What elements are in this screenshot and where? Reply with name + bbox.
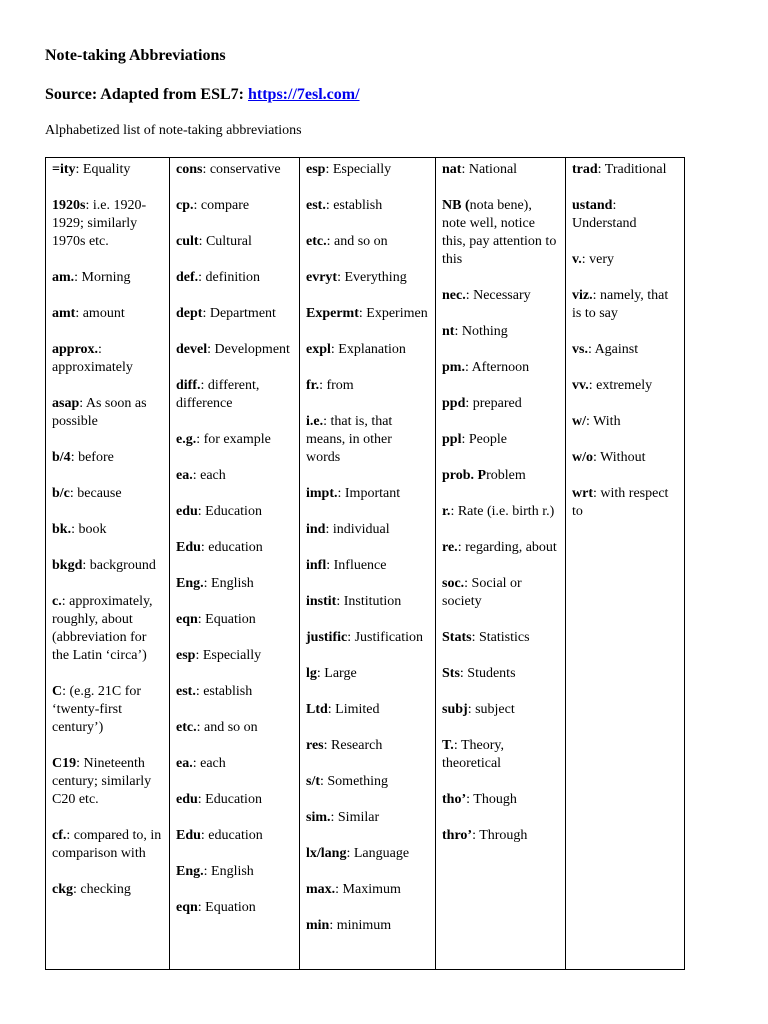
abbreviation-entry xyxy=(442,701,559,719)
abbreviation-entry xyxy=(176,755,293,773)
abbreviation-entry xyxy=(52,593,163,665)
abbreviation-definition: : English xyxy=(203,576,254,591)
abbreviation-entry xyxy=(52,269,163,287)
abbreviation-entry xyxy=(176,611,293,629)
abbreviation-term: NB ( xyxy=(442,198,470,213)
abbreviation-definition: : education xyxy=(200,828,263,843)
abbreviation-term: bk. xyxy=(52,522,72,537)
abbreviation-term: nec. xyxy=(442,288,466,303)
abbreviation-definition: : Cultural xyxy=(198,234,252,249)
abbreviation-term: e.g. xyxy=(176,432,197,447)
abbreviation-entry xyxy=(52,683,163,737)
abbreviation-term: Edu xyxy=(176,540,201,555)
abbreviation-term: etc. xyxy=(306,234,327,249)
abbreviation-entry xyxy=(572,197,678,233)
source-link[interactable]: https://7esl.com/ xyxy=(247,86,360,103)
abbreviation-term: vs. xyxy=(572,342,588,357)
abbreviation-term: amt xyxy=(52,306,76,321)
abbreviation-entry xyxy=(176,575,293,593)
abbreviation-entry xyxy=(176,647,293,665)
abbreviation-term: edu xyxy=(176,504,198,519)
abbreviation-term: bkgd xyxy=(52,558,83,573)
abbreviation-definition: : Limited xyxy=(327,702,380,717)
abbreviation-definition: : i.e. 1920-1929; similarly 1970s etc. xyxy=(52,198,147,249)
abbreviation-entry xyxy=(442,395,559,413)
abbreviation-definition: : because xyxy=(69,486,122,501)
abbreviation-definition: : (e.g. 21C for ‘twenty-first century’) xyxy=(52,684,142,735)
abbreviation-term: dept xyxy=(176,306,203,321)
abbreviation-term: Stats xyxy=(442,630,472,645)
abbreviation-definition: : establish xyxy=(195,684,253,699)
abbreviation-term: vv. xyxy=(572,378,589,393)
abbreviation-definition: : Theory, theoretical xyxy=(442,738,504,771)
abbreviation-definition: : Equality xyxy=(75,162,131,177)
abbreviation-term: i.e. xyxy=(306,414,324,429)
abbreviation-entry xyxy=(52,395,163,431)
abbreviation-entry xyxy=(52,341,163,377)
abbreviation-entry xyxy=(176,719,293,737)
abbreviation-entry xyxy=(442,827,559,845)
abbreviation-entry xyxy=(306,233,429,251)
source-line xyxy=(45,86,360,104)
abbreviation-entry xyxy=(52,557,163,575)
abbreviation-definition: : National xyxy=(461,162,518,177)
abbreviation-definition: : Equation xyxy=(197,900,256,915)
abbreviation-entry xyxy=(306,197,429,215)
abbreviation-definition: : very xyxy=(581,252,614,267)
abbreviation-term: nat xyxy=(442,162,462,177)
abbreviation-term: soc. xyxy=(442,576,465,591)
abbreviation-definition: : and so on xyxy=(196,720,258,735)
table-column xyxy=(300,158,436,970)
abbreviation-definition: : prepared xyxy=(465,396,522,411)
abbreviation-definition: : Especially xyxy=(325,162,392,177)
abbreviation-entry xyxy=(442,359,559,377)
abbreviation-definition: : each xyxy=(192,468,226,483)
abbreviation-entry xyxy=(176,197,293,215)
abbreviation-definition: : namely, that is to say xyxy=(572,288,669,321)
abbreviation-entry xyxy=(572,485,678,521)
abbreviation-entry xyxy=(572,287,678,323)
abbreviation-term: est. xyxy=(176,684,196,699)
abbreviation-term: ppd xyxy=(442,396,466,411)
abbreviation-definition: : Justification xyxy=(347,630,424,645)
abbreviation-definition: : Education xyxy=(197,504,262,519)
abbreviation-term: ppl xyxy=(442,432,462,447)
abbreviation-term: T. xyxy=(442,738,454,753)
abbreviation-entry xyxy=(442,575,559,611)
abbreviation-term: ustand xyxy=(572,198,613,213)
abbreviation-definition: : for example xyxy=(196,432,271,447)
abbreviation-term: ea. xyxy=(176,756,193,771)
abbreviation-entry xyxy=(442,629,559,647)
abbreviation-term: cf. xyxy=(52,828,67,843)
abbreviation-entry xyxy=(306,809,429,827)
abbreviation-entry xyxy=(52,197,163,251)
abbreviation-entry xyxy=(176,827,293,845)
abbreviation-entry xyxy=(176,233,293,251)
abbreviation-term: Expermt xyxy=(306,306,359,321)
abbreviation-entry xyxy=(306,701,429,719)
abbreviation-definition: : approximately, roughly, about (abbreviation for the Latin ‘circa’) xyxy=(52,594,153,663)
abbreviation-term: eqn xyxy=(176,900,198,915)
abbreviation-term: subj xyxy=(442,702,468,717)
abbreviation-entry xyxy=(52,827,163,863)
abbreviation-term: instit xyxy=(306,594,337,609)
abbreviation-entry xyxy=(306,629,429,647)
abbreviation-entry xyxy=(176,863,293,881)
abbreviation-term: diff. xyxy=(176,378,201,393)
abbreviation-definition: : compare xyxy=(193,198,250,213)
abbreviation-entry xyxy=(306,521,429,539)
abbreviation-term: impt. xyxy=(306,486,338,501)
abbreviation-term: approx. xyxy=(52,342,99,357)
abbreviation-definition: : Department xyxy=(202,306,276,321)
abbreviation-definition: : amount xyxy=(75,306,125,321)
abbreviation-definition: : Morning xyxy=(74,270,131,285)
abbreviation-definition: : Explanation xyxy=(330,342,406,357)
abbreviation-term: max. xyxy=(306,882,336,897)
abbreviation-entry xyxy=(442,503,559,521)
abbreviation-term: ind xyxy=(306,522,326,537)
intro-text: Alphabetized list of note-taking abbreviations xyxy=(45,123,302,138)
abbreviation-definition: : and so on xyxy=(326,234,388,249)
abbreviation-entry xyxy=(572,161,678,179)
abbreviation-entry xyxy=(306,557,429,575)
abbreviation-entry xyxy=(52,449,163,467)
abbreviation-definition: : definition xyxy=(198,270,260,285)
abbreviation-definition: : subject xyxy=(467,702,515,717)
abbreviation-definition: : that is, that means, in other words xyxy=(306,414,393,465)
abbreviation-entry xyxy=(306,305,429,323)
table-column xyxy=(170,158,300,970)
abbreviation-definition: : Without xyxy=(593,450,646,465)
abbreviation-term: ea. xyxy=(176,468,193,483)
abbreviation-term: expl xyxy=(306,342,331,357)
abbreviation-definition: nota bene), note well, notice this, pay attention to this xyxy=(442,198,557,267)
abbreviation-definition: : compared to, in comparison with xyxy=(52,828,162,861)
abbreviation-definition: : Understand xyxy=(572,198,637,231)
abbreviation-entry xyxy=(442,665,559,683)
abbreviation-entry xyxy=(572,377,678,395)
abbreviation-entry xyxy=(176,341,293,359)
abbreviation-definition: : each xyxy=(192,756,226,771)
abbreviation-term: nt xyxy=(442,324,455,339)
abbreviation-term: Sts xyxy=(442,666,460,681)
abbreviation-definition: : Afternoon xyxy=(464,360,530,375)
abbreviation-term: est. xyxy=(306,198,326,213)
abbreviation-definition: : Important xyxy=(337,486,401,501)
abbreviation-entry xyxy=(306,665,429,683)
abbreviation-definition: : checking xyxy=(73,882,131,897)
abbreviation-term: w/ xyxy=(572,414,586,429)
abbreviation-entry xyxy=(306,413,429,467)
abbreviation-entry xyxy=(442,791,559,809)
abbreviation-definition: roblem xyxy=(486,468,526,483)
abbreviation-entry xyxy=(306,161,429,179)
abbreviation-term: min xyxy=(306,918,330,933)
abbreviation-term: c. xyxy=(52,594,62,609)
abbreviation-term: trad xyxy=(572,162,598,177)
abbreviation-term: C xyxy=(52,684,63,699)
abbreviation-entry xyxy=(52,305,163,323)
abbreviation-term: esp xyxy=(176,648,196,663)
abbreviation-entry xyxy=(176,269,293,287)
abbreviation-entry xyxy=(442,323,559,341)
abbreviation-term: ckg xyxy=(52,882,73,897)
abbreviation-term: cons xyxy=(176,162,203,177)
abbreviation-term: v. xyxy=(572,252,582,267)
abbreviation-term: edu xyxy=(176,792,198,807)
abbreviation-entry xyxy=(442,737,559,773)
abbreviation-definition: : Institution xyxy=(336,594,402,609)
abbreviation-entry xyxy=(306,377,429,395)
abbreviation-term: am. xyxy=(52,270,75,285)
abbreviation-term: Edu xyxy=(176,828,201,843)
abbreviation-definition: : before xyxy=(70,450,114,465)
abbreviation-definition: : Research xyxy=(323,738,383,753)
abbreviations-table xyxy=(45,157,685,970)
abbreviation-entry xyxy=(306,593,429,611)
abbreviation-entry xyxy=(306,269,429,287)
abbreviation-definition: : Experimen xyxy=(358,306,428,321)
abbreviation-entry xyxy=(442,161,559,179)
abbreviation-term: s/t xyxy=(306,774,320,789)
abbreviation-entry xyxy=(572,341,678,359)
abbreviation-definition: : Against xyxy=(587,342,639,357)
abbreviation-definition: : with respect to xyxy=(572,486,669,519)
abbreviation-definition: : book xyxy=(71,522,107,537)
abbreviation-term: cp. xyxy=(176,198,194,213)
abbreviation-definition: : Maximum xyxy=(335,882,401,897)
abbreviation-entry xyxy=(572,251,678,269)
abbreviation-definition: : Social or society xyxy=(442,576,522,609)
abbreviation-entry xyxy=(176,899,293,917)
abbreviation-term: esp xyxy=(306,162,326,177)
abbreviation-entry xyxy=(442,287,559,305)
abbreviation-entry xyxy=(176,503,293,521)
abbreviation-entry xyxy=(442,431,559,449)
abbreviation-term: Eng. xyxy=(176,864,204,879)
abbreviation-definition: : Especially xyxy=(195,648,262,663)
abbreviation-definition: : Something xyxy=(320,774,389,789)
abbreviation-definition: : As soon as possible xyxy=(52,396,147,429)
abbreviation-term: justific xyxy=(306,630,348,645)
abbreviation-definition: : regarding, about xyxy=(457,540,557,555)
abbreviation-term: viz. xyxy=(572,288,593,303)
abbreviation-entry xyxy=(306,341,429,359)
abbreviation-entry xyxy=(306,881,429,899)
abbreviation-term: w/o xyxy=(572,450,593,465)
abbreviation-term: =ity xyxy=(52,162,76,177)
abbreviation-entry xyxy=(442,197,559,269)
abbreviation-definition: : education xyxy=(200,540,263,555)
abbreviation-definition: : Everything xyxy=(337,270,407,285)
abbreviation-term: prob. P xyxy=(442,468,487,483)
abbreviation-definition: : Students xyxy=(459,666,516,681)
abbreviation-entry xyxy=(306,917,429,935)
table-column xyxy=(566,158,685,970)
abbreviation-definition: : Similar xyxy=(330,810,380,825)
abbreviation-entry xyxy=(176,467,293,485)
abbreviation-term: thro’ xyxy=(442,828,473,843)
abbreviation-entry xyxy=(176,305,293,323)
abbreviation-entry xyxy=(176,431,293,449)
abbreviation-definition: : different, difference xyxy=(176,378,260,411)
table-row xyxy=(46,158,685,970)
abbreviation-entry xyxy=(306,737,429,755)
abbreviation-definition: : minimum xyxy=(329,918,392,933)
abbreviation-entry xyxy=(52,161,163,179)
abbreviation-definition: : Influence xyxy=(326,558,387,573)
abbreviation-term: 1920s xyxy=(52,198,86,213)
abbreviation-definition: : Nineteenth century; similarly C20 etc. xyxy=(52,756,152,807)
abbreviation-entry xyxy=(52,881,163,899)
abbreviation-term: Eng. xyxy=(176,576,204,591)
abbreviation-entry xyxy=(176,377,293,413)
abbreviation-entry xyxy=(176,539,293,557)
abbreviation-definition: : Through xyxy=(472,828,528,843)
abbreviation-definition: : Education xyxy=(197,792,262,807)
abbreviation-definition: : English xyxy=(203,864,254,879)
abbreviation-entry xyxy=(176,683,293,701)
abbreviation-entry xyxy=(306,485,429,503)
abbreviation-term: infl xyxy=(306,558,327,573)
abbreviation-term: evryt xyxy=(306,270,338,285)
abbreviation-definition: : Rate (i.e. birth r.) xyxy=(450,504,555,519)
abbreviation-definition: : approximately xyxy=(52,342,133,375)
abbreviation-term: devel xyxy=(176,342,208,357)
abbreviation-definition: : Large xyxy=(316,666,357,681)
abbreviation-term: res xyxy=(306,738,324,753)
abbreviation-entry xyxy=(176,791,293,809)
abbreviation-definition: : Equation xyxy=(197,612,256,627)
abbreviation-definition: : Traditional xyxy=(597,162,667,177)
abbreviation-term: b/c xyxy=(52,486,70,501)
abbreviation-definition: : People xyxy=(461,432,507,447)
abbreviation-term: eqn xyxy=(176,612,198,627)
abbreviation-term: C19 xyxy=(52,756,77,771)
abbreviation-entry xyxy=(52,485,163,503)
abbreviation-term: sim. xyxy=(306,810,331,825)
abbreviation-definition: : Necessary xyxy=(465,288,531,303)
abbreviation-entry xyxy=(52,755,163,809)
abbreviation-term: wrt xyxy=(572,486,593,501)
abbreviation-term: etc. xyxy=(176,720,197,735)
abbreviation-term: def. xyxy=(176,270,199,285)
source-label: Source: Adapted from ESL7: xyxy=(45,86,248,103)
abbreviation-entry xyxy=(442,467,559,485)
abbreviation-term: fr. xyxy=(306,378,320,393)
table-column xyxy=(46,158,170,970)
abbreviation-entry xyxy=(572,413,678,431)
abbreviation-entry xyxy=(52,521,163,539)
abbreviation-term: re. xyxy=(442,540,458,555)
abbreviation-term: b/4 xyxy=(52,450,71,465)
abbreviation-term: lg xyxy=(306,666,317,681)
abbreviation-term: tho’ xyxy=(442,792,467,807)
document-title: Note-taking Abbreviations xyxy=(45,47,226,64)
abbreviation-entry xyxy=(442,539,559,557)
abbreviation-definition: : Development xyxy=(207,342,290,357)
abbreviation-entry xyxy=(306,773,429,791)
abbreviation-entry xyxy=(572,449,678,467)
table-column xyxy=(436,158,566,970)
abbreviation-term: Ltd xyxy=(306,702,328,717)
abbreviation-definition: : establish xyxy=(325,198,383,213)
abbreviation-entry xyxy=(176,161,293,179)
abbreviation-definition: : background xyxy=(82,558,156,573)
abbreviation-definition: : individual xyxy=(325,522,390,537)
abbreviation-definition: : Statistics xyxy=(471,630,530,645)
abbreviation-definition: : extremely xyxy=(588,378,653,393)
abbreviation-term: asap xyxy=(52,396,80,411)
abbreviation-entry xyxy=(306,845,429,863)
abbreviation-term: cult xyxy=(176,234,199,249)
abbreviation-definition: : Though xyxy=(466,792,517,807)
abbreviation-definition: : conservative xyxy=(202,162,281,177)
abbreviation-definition: : Language xyxy=(346,846,410,861)
abbreviation-definition: : Nothing xyxy=(454,324,508,339)
abbreviation-definition: : from xyxy=(319,378,354,393)
abbreviation-term: lx/lang xyxy=(306,846,347,861)
abbreviation-term: pm. xyxy=(442,360,465,375)
abbreviation-definition: : With xyxy=(586,414,621,429)
abbreviation-term: r. xyxy=(442,504,451,519)
